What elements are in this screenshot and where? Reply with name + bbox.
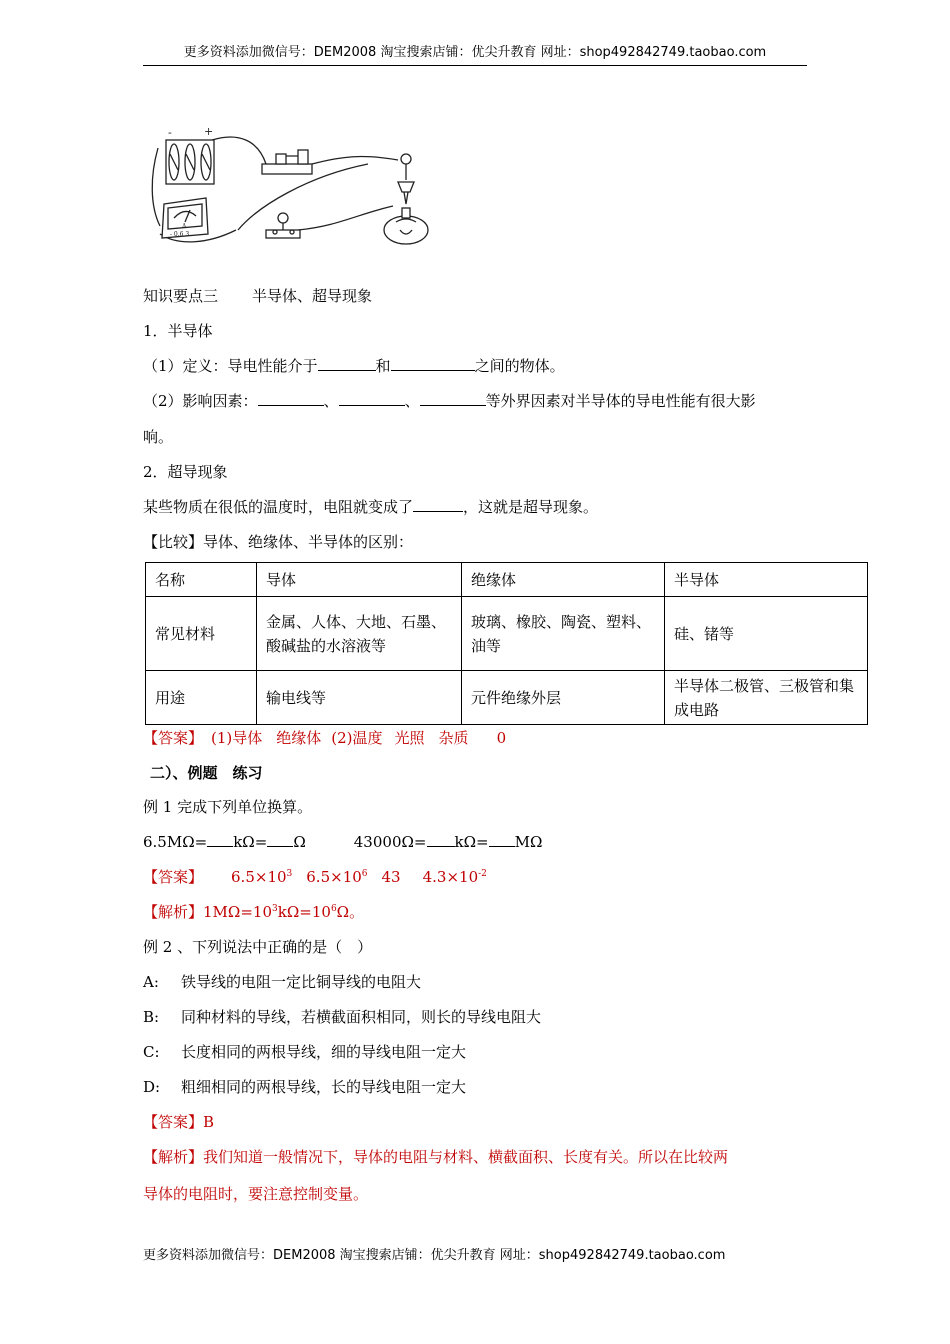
blank-field[interactable] xyxy=(391,356,475,371)
table-row xyxy=(146,671,868,725)
example-2-answer: 【答案】B xyxy=(143,1113,215,1131)
blank-field[interactable] xyxy=(267,832,293,847)
superconductor-text: 某些物质在很低的温度时，电阻就变成了 ，这就是超导现象。 xyxy=(143,498,599,516)
semiconductor-factors-cont: 响。 xyxy=(143,428,174,446)
table-cell: 硅、锗等 xyxy=(665,597,868,671)
circuit-diagram xyxy=(148,126,430,260)
superconductor-heading: 2．超导现象 xyxy=(143,463,228,481)
wire xyxy=(298,206,393,230)
section-title: 知识要点三 半导体、超导现象 xyxy=(143,287,373,305)
blank-field[interactable] xyxy=(489,832,515,847)
meter-label: A xyxy=(182,223,187,230)
table-header-cell: 半导体 xyxy=(665,563,868,597)
option-c: C: 长度相同的两根导线，细的导线电阻一定大 xyxy=(143,1043,467,1061)
table-row xyxy=(146,597,868,671)
switch-icon xyxy=(262,150,312,174)
blank-field[interactable] xyxy=(318,356,376,371)
table-cell: 半导体二极管、三极管和集成电路 xyxy=(665,671,868,725)
wire xyxy=(312,157,398,164)
option-a: A: 铁导线的电阻一定比铜导线的电阻大 xyxy=(143,973,422,991)
meter-scale: - 0.6 3 xyxy=(170,231,190,238)
semiconductor-factors: （2）影响因素： 、 、 等外界因素对半导体的导电性能有很大影 xyxy=(143,392,756,410)
example-2-analysis: 【解析】我们知道一般情况下，导体的电阻与材料、横截面积、长度有关。所以在比较两 xyxy=(143,1148,729,1166)
ammeter-icon xyxy=(162,198,208,238)
example-1-answer: 【答案】 $6.5\times 10^3$ $6.5\times 10^6$ 43 $4.3\times 10^{-2}$ xyxy=(143,868,487,886)
table-cell: 输电线等 xyxy=(257,671,462,725)
examples-section-title: 二）、例题 练习 xyxy=(150,764,263,782)
blank-field[interactable] xyxy=(427,832,455,847)
svg-text:+: + xyxy=(204,126,214,138)
semiconductor-definition: （1）定义：导电性能介于 和 之间的物体。 xyxy=(143,357,565,375)
table-cell: 用途 xyxy=(146,671,257,725)
example-2-title: 例 2 、下列说法中正确的是（ ） xyxy=(143,938,373,956)
table-header-cell: 名称 xyxy=(146,563,257,597)
table-row xyxy=(146,563,868,597)
blank-field[interactable] xyxy=(420,391,486,406)
blank-field[interactable] xyxy=(207,832,233,847)
alcohol-lamp-icon xyxy=(384,154,428,244)
comparison-table xyxy=(145,562,868,725)
answer-1: 【答案】 (1)导体 绝缘体 (2)温度 光照 杂质 0 xyxy=(143,729,507,747)
blank-field[interactable] xyxy=(413,497,463,512)
table-cell: 常见材料 xyxy=(146,597,257,671)
table-header-cell: 绝缘体 xyxy=(462,563,665,597)
bulb-icon xyxy=(266,213,300,238)
table-cell: 金属、人体、大地、石墨、酸碱盐的水溶液等 xyxy=(257,597,462,671)
table-cell: 元件绝缘外层 xyxy=(462,671,665,725)
semiconductor-heading: 1．半导体 xyxy=(143,322,213,340)
option-d: D: 粗细相同的两根导线，长的导线电阻一定大 xyxy=(143,1078,467,1096)
page-footer: 更多资料添加微信号：DEM2008 淘宝搜索店铺：优尖升教育 网址：shop492842749.taobao.com xyxy=(143,1248,726,1263)
example-1-title: 例 1 完成下列单位换算。 xyxy=(143,798,313,816)
page-header: 更多资料添加微信号：DEM2008 淘宝搜索店铺：优尖升教育 网址：shop492842749.taobao.com xyxy=(183,45,767,60)
option-b: B: 同种材料的导线，若横截面积相同，则长的导线电阻大 xyxy=(143,1008,542,1026)
battery-icon xyxy=(166,126,214,184)
header-rule xyxy=(143,65,807,66)
wire xyxy=(152,148,160,226)
blank-field[interactable] xyxy=(258,391,324,406)
svg-text:-: - xyxy=(168,126,172,139)
table-cell: 玻璃、橡胶、陶瓷、塑料、油等 xyxy=(462,597,665,671)
table-header-cell: 导体 xyxy=(257,563,462,597)
example-1-analysis: 【解析】$1M\Omega=10^3k\Omega=10^6\Omega$。 xyxy=(143,903,365,921)
example-1-question: 6.5MΩ= kΩ= Ω 43000Ω= kΩ= MΩ xyxy=(143,833,543,851)
wire xyxy=(212,137,266,164)
compare-label: 【比较】导体、绝缘体、半导体的区别： xyxy=(143,533,414,551)
example-2-analysis-cont: 导体的电阻时，要注意控制变量。 xyxy=(143,1185,369,1203)
blank-field[interactable] xyxy=(339,391,405,406)
